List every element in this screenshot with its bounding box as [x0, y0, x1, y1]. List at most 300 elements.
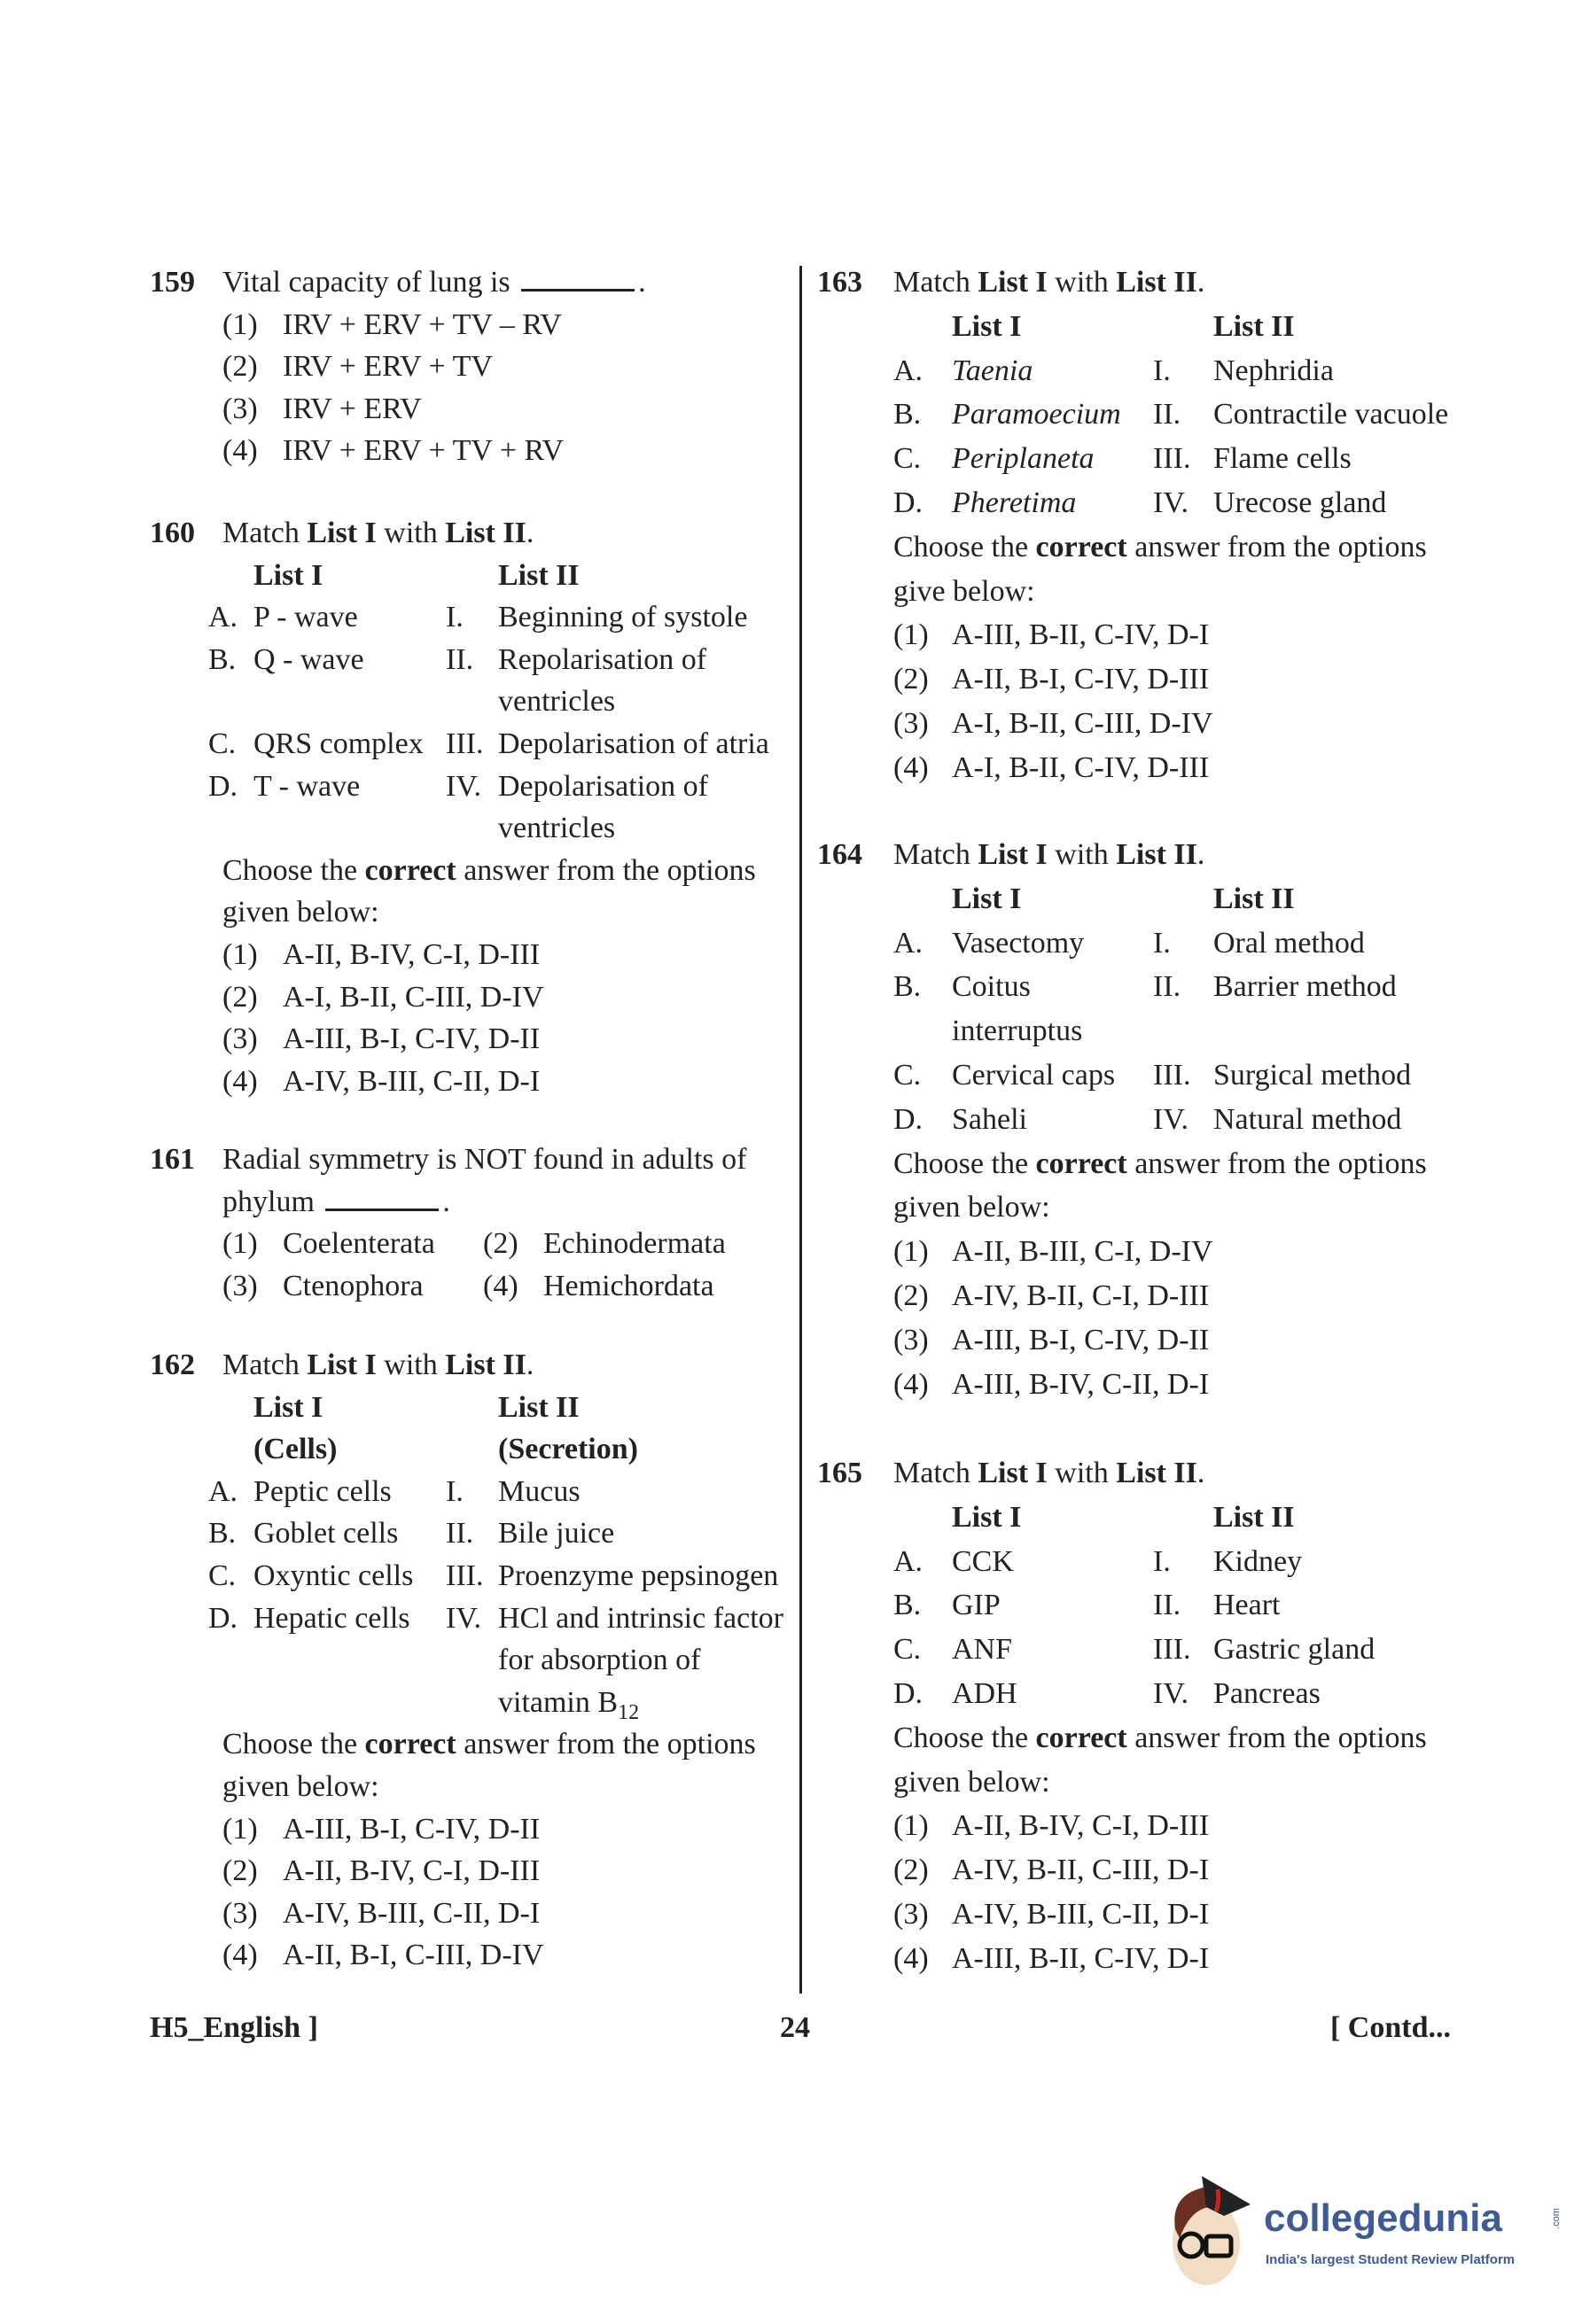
option-text[interactable]: A-III, B-I, C-IV, D-II — [283, 1022, 541, 1056]
option-text[interactable]: A-IV, B-II, C-I, D-III — [952, 1279, 1210, 1312]
choose-instruction-continued: given below: — [222, 896, 379, 929]
line — [817, 1053, 1473, 1098]
text-segment: Choose the — [222, 1728, 365, 1761]
list-ii-item — [498, 1555, 778, 1597]
option-label[interactable]: (1) — [222, 1812, 258, 1846]
line — [150, 1850, 788, 1893]
line — [817, 702, 1473, 746]
match-roman: III. — [446, 727, 484, 760]
list-i-item: Paramoecium — [952, 398, 1121, 431]
match-roman: I. — [1153, 354, 1171, 387]
option-label[interactable]: (4) — [483, 1269, 518, 1302]
option-text[interactable]: A-II, B-I, C-III, D-IV — [283, 1939, 544, 1972]
bold-text: List I — [978, 1457, 1048, 1489]
option-label[interactable]: (3) — [222, 392, 258, 425]
option-label[interactable]: (3) — [893, 706, 929, 740]
list-i-item: ANF — [952, 1633, 1013, 1667]
line — [150, 1265, 788, 1308]
footer-continued: [ Contd... — [1329, 2011, 1451, 2044]
line — [817, 833, 1473, 877]
option-text[interactable]: Coelenterata — [283, 1227, 435, 1261]
text-segment: phylum — [222, 1185, 323, 1218]
line — [150, 388, 788, 431]
line — [150, 1766, 788, 1808]
bold-text: List II — [1116, 838, 1197, 871]
bold-text: List I — [978, 266, 1048, 299]
footer-page-number: 24 — [780, 2011, 810, 2044]
choose-instruction — [222, 850, 756, 892]
list-ii-text: Oral method — [1213, 926, 1365, 960]
list-i-item: Saheli — [952, 1102, 1027, 1136]
option-label[interactable]: (2) — [222, 350, 258, 384]
line — [817, 349, 1473, 393]
list-i-item: Q - wave — [253, 642, 364, 676]
choose-instruction-continued: given below: — [893, 1191, 1050, 1224]
bold-text: List I — [978, 838, 1048, 871]
option-text[interactable]: Hemichordata — [543, 1269, 714, 1302]
list-ii-item — [1213, 1672, 1321, 1716]
match-roman: IV. — [446, 769, 481, 803]
line — [150, 891, 788, 934]
text-segment: Match — [893, 838, 978, 871]
list-ii-text: Urecose gland — [1213, 486, 1387, 519]
option-text[interactable]: IRV + ERV + TV – RV — [283, 307, 562, 341]
list-ii-item — [1213, 437, 1352, 481]
line — [150, 1723, 788, 1766]
list-i-header: List I — [253, 1390, 323, 1424]
text-segment: answer from the options — [1126, 1146, 1427, 1180]
option-text[interactable]: A-II, B-III, C-I, D-IV — [952, 1235, 1213, 1269]
option-text[interactable]: A-I, B-II, C-III, D-IV — [952, 706, 1213, 740]
list-i-item: CCK — [952, 1544, 1014, 1578]
question-159 — [150, 261, 788, 472]
bold-text: correct — [1035, 530, 1127, 564]
line — [817, 1672, 1473, 1716]
option-label[interactable]: (1) — [893, 1235, 929, 1269]
student-mascot-icon — [1157, 2167, 1255, 2291]
list-ii-header: List II — [498, 1390, 580, 1424]
line — [150, 1061, 788, 1103]
option-text[interactable]: A-II, B-I, C-IV, D-III — [952, 663, 1210, 696]
list-ii-text: Nephridia — [1213, 354, 1334, 387]
option-text[interactable]: Ctenophora — [283, 1269, 424, 1302]
list-ii-item — [1213, 1098, 1401, 1142]
option-text[interactable]: IRV + ERV + TV + RV — [283, 434, 565, 468]
match-roman: III. — [1153, 1058, 1191, 1092]
question-number: 160 — [150, 517, 195, 549]
option-label[interactable]: (1) — [222, 307, 258, 341]
option-label[interactable]: (4) — [222, 1064, 258, 1098]
line — [817, 437, 1473, 481]
match-roman: III. — [1153, 442, 1191, 476]
line — [150, 346, 788, 388]
match-letter: A. — [208, 601, 238, 634]
option-text[interactable]: A-II, B-IV, C-I, D-III — [283, 1854, 541, 1888]
option-text[interactable]: A-III, B-IV, C-II, D-I — [952, 1367, 1210, 1401]
option-label[interactable]: (1) — [222, 1227, 258, 1261]
question-number: 163 — [817, 266, 862, 299]
match-roman: I. — [446, 601, 464, 634]
text-segment: Radial symmetry is NOT found in adults of — [222, 1143, 747, 1176]
line — [817, 877, 1473, 921]
bold-text: List I — [307, 1349, 377, 1381]
list-ii-item — [1213, 921, 1365, 966]
list-ii-text: Mucus — [498, 1474, 581, 1508]
line — [150, 1808, 788, 1851]
line — [817, 1496, 1473, 1540]
list-ii-text: Flame cells — [1213, 442, 1352, 476]
line — [150, 261, 788, 304]
line — [817, 393, 1473, 437]
line — [150, 1934, 788, 1977]
line — [817, 1318, 1473, 1363]
match-letter: A. — [893, 1544, 923, 1578]
text-segment: Choose the — [893, 1721, 1036, 1754]
list-i-item: T - wave — [253, 769, 361, 803]
match-letter: B. — [893, 398, 922, 431]
list-i-item: Oxyntic cells — [253, 1558, 414, 1592]
match-letter: C. — [893, 442, 922, 476]
bold-text: List II — [1116, 1457, 1197, 1489]
list-ii-text: Pancreas — [1213, 1676, 1321, 1710]
line — [817, 965, 1473, 1053]
text-segment: . — [526, 1349, 534, 1381]
list-i-item: GIP — [952, 1589, 1001, 1622]
match-letter: B. — [208, 642, 237, 676]
list-ii-item — [498, 639, 706, 723]
line — [150, 976, 788, 1019]
match-letter: B. — [893, 1589, 922, 1622]
match-letter: D. — [893, 1676, 923, 1710]
line — [150, 934, 788, 976]
option-label[interactable]: (2) — [483, 1227, 518, 1261]
match-roman: III. — [446, 1558, 484, 1592]
list-ii-text: Surgical method — [1213, 1058, 1412, 1092]
question-stem-continued — [222, 1181, 450, 1224]
list-ii-text: Beginning of systole — [498, 601, 748, 634]
text-segment: answer from the options — [1126, 530, 1427, 564]
line — [150, 430, 788, 472]
option-label[interactable]: (1) — [893, 618, 929, 652]
option-label[interactable]: (2) — [893, 1279, 929, 1312]
question-stem — [893, 1451, 1204, 1496]
text-segment: . — [1196, 1457, 1205, 1489]
choose-instruction — [222, 1723, 756, 1766]
match-roman: IV. — [1153, 1676, 1188, 1710]
bold-text: correct — [1035, 1146, 1127, 1180]
option-text[interactable]: A-I, B-II, C-III, D-IV — [283, 980, 544, 1014]
list-i-header: List I — [952, 309, 1022, 343]
line — [817, 746, 1473, 790]
list-ii-header: List II — [498, 558, 580, 592]
option-text[interactable]: A-II, B-IV, C-I, D-III — [283, 937, 541, 971]
list-i-item: ADH — [952, 1676, 1017, 1710]
option-text[interactable]: IRV + ERV + TV — [283, 350, 493, 384]
option-text[interactable]: A-III, B-II, C-IV, D-I — [952, 618, 1210, 652]
list-i-header: List I — [952, 1500, 1022, 1534]
line — [150, 850, 788, 892]
list-i-item: Pheretima — [952, 486, 1077, 519]
list-ii-item — [1213, 393, 1448, 437]
list-ii-item — [1213, 965, 1397, 1009]
option-label[interactable]: (4) — [893, 1367, 929, 1401]
question-stem — [222, 261, 646, 304]
list-ii-item — [1213, 349, 1334, 393]
option-text[interactable]: A-III, B-I, C-IV, D-II — [283, 1812, 541, 1846]
line — [817, 1893, 1473, 1937]
line — [150, 766, 788, 850]
text-segment: . — [442, 1185, 450, 1218]
line — [150, 1893, 788, 1935]
match-letter: D. — [893, 486, 923, 519]
list-ii-header: List II — [1213, 309, 1295, 343]
question-164 — [817, 833, 1473, 1406]
text-segment: with — [376, 517, 446, 549]
text-segment: Match — [893, 1457, 978, 1489]
line — [817, 1540, 1473, 1584]
text-segment: . — [1196, 266, 1205, 299]
option-text[interactable]: A-I, B-II, C-IV, D-III — [952, 750, 1210, 784]
option-text[interactable]: A-III, B-II, C-IV, D-I — [952, 1941, 1210, 1975]
question-stem — [893, 833, 1204, 877]
list-ii-item — [1213, 481, 1386, 525]
line — [150, 1139, 788, 1181]
line — [817, 305, 1473, 349]
option-text[interactable]: Echinodermata — [543, 1227, 726, 1261]
match-roman: III. — [1153, 1633, 1191, 1667]
list-ii-item — [498, 1512, 614, 1555]
match-roman: II. — [446, 1517, 474, 1551]
line — [150, 1471, 788, 1513]
option-label[interactable]: (2) — [893, 663, 929, 696]
option-text[interactable]: A-IV, B-III, C-II, D-I — [283, 1064, 541, 1098]
match-roman: II. — [1153, 398, 1181, 431]
list-i-item: Coitus interruptus — [952, 970, 1083, 1048]
match-letter: B. — [208, 1517, 237, 1551]
question-number: 165 — [817, 1457, 862, 1489]
list-ii-item — [1213, 1053, 1411, 1098]
question-162 — [150, 1344, 788, 1977]
line — [150, 1181, 788, 1224]
text-segment: Match — [893, 266, 978, 299]
choose-instruction-continued: given below: — [893, 1765, 1050, 1799]
line — [150, 1223, 788, 1265]
line — [817, 570, 1473, 614]
option-label[interactable]: (2) — [222, 980, 258, 1014]
match-roman: II. — [1153, 970, 1181, 1004]
bold-text: correct — [364, 1728, 456, 1761]
logo-brand: collegedunia — [1264, 2196, 1502, 2240]
text-segment: . — [638, 266, 646, 299]
match-letter: C. — [893, 1633, 922, 1667]
line — [150, 1597, 788, 1724]
match-letter: D. — [208, 1601, 238, 1635]
line — [150, 1428, 788, 1471]
list-i-item: QRS complex — [253, 727, 424, 760]
option-text[interactable]: A-III, B-I, C-IV, D-II — [952, 1323, 1210, 1356]
list-ii-text: Bile juice — [498, 1517, 615, 1551]
list-i-item: Periplaneta — [952, 442, 1095, 476]
text-segment: with — [1047, 266, 1117, 299]
line — [150, 1512, 788, 1555]
list-ii-text: Natural method — [1213, 1102, 1402, 1136]
list-ii-text: Contractile vacuole — [1213, 398, 1449, 431]
match-roman: IV. — [1153, 486, 1188, 519]
list-ii-item — [1213, 1583, 1281, 1628]
question-163 — [817, 260, 1473, 790]
line — [817, 1716, 1473, 1760]
option-label[interactable]: (4) — [893, 750, 929, 784]
list-i-item: Hepatic cells — [253, 1601, 410, 1635]
question-165 — [817, 1451, 1473, 1981]
text-segment: answer from the options — [456, 853, 756, 887]
question-160 — [150, 512, 788, 1102]
line — [817, 613, 1473, 657]
line — [150, 555, 788, 597]
option-label[interactable]: (4) — [222, 434, 258, 468]
list-ii-item — [498, 1471, 581, 1513]
match-letter: B. — [893, 970, 922, 1004]
match-roman: II. — [1153, 1589, 1181, 1622]
answer-blank — [325, 1189, 439, 1211]
bold-text: List I — [307, 517, 377, 549]
match-roman: IV. — [446, 1601, 481, 1635]
option-text[interactable]: A-IV, B-II, C-III, D-I — [952, 1854, 1210, 1887]
line — [817, 657, 1473, 702]
question-number: 162 — [150, 1349, 195, 1381]
question-stem — [222, 1344, 534, 1387]
line — [150, 723, 788, 766]
line — [150, 596, 788, 639]
match-letter: D. — [893, 1102, 923, 1136]
text-segment: Match — [222, 517, 308, 549]
bold-text: correct — [364, 853, 456, 887]
list-i-header: (Cells) — [253, 1433, 338, 1466]
text-segment: answer from the options — [456, 1728, 756, 1761]
line — [817, 1185, 1473, 1230]
list-ii-text: Repolarisation of ventricles — [498, 642, 707, 719]
line — [817, 1230, 1473, 1274]
question-stem — [222, 512, 534, 555]
list-ii-text: Depolarisation of ventricles — [498, 769, 708, 845]
option-label[interactable]: (3) — [222, 1269, 258, 1302]
list-ii-text: Heart — [1213, 1589, 1281, 1622]
option-label[interactable]: (3) — [893, 1897, 929, 1931]
text-segment: . — [1196, 838, 1205, 871]
option-label[interactable]: (4) — [222, 1939, 258, 1972]
list-ii-header: List II — [1213, 882, 1295, 915]
choose-instruction — [893, 1716, 1427, 1760]
list-ii-text: Gastric gland — [1213, 1633, 1375, 1667]
list-ii-text: Depolarisation of atria — [498, 727, 769, 760]
line — [150, 1018, 788, 1061]
option-label[interactable]: (1) — [893, 1809, 929, 1843]
option-text[interactable]: A-IV, B-III, C-II, D-I — [283, 1896, 541, 1930]
line — [817, 1583, 1473, 1628]
question-number: 159 — [150, 266, 195, 299]
line — [817, 1098, 1473, 1142]
bold-text: correct — [1035, 1721, 1127, 1754]
text-segment: Choose the — [893, 1146, 1036, 1180]
option-text[interactable]: A-II, B-IV, C-I, D-III — [952, 1809, 1210, 1843]
line — [817, 1274, 1473, 1318]
line — [817, 1628, 1473, 1672]
footer-paper-code: H5_English ] — [150, 2011, 318, 2044]
match-roman: I. — [446, 1474, 464, 1508]
line — [150, 512, 788, 555]
list-ii-item — [498, 766, 708, 850]
line — [150, 639, 788, 723]
list-i-item: Vasectomy — [952, 926, 1085, 960]
line — [817, 1760, 1473, 1805]
question-stem — [222, 1139, 746, 1181]
option-label[interactable]: (1) — [222, 937, 258, 971]
text-segment: Match — [222, 1349, 308, 1381]
line — [150, 1555, 788, 1597]
list-i-item: Taenia — [952, 354, 1033, 387]
list-ii-item — [498, 596, 747, 639]
option-label[interactable]: (3) — [893, 1323, 929, 1356]
line — [150, 1387, 788, 1429]
list-ii-text: Proenzyme pepsinogen — [498, 1558, 779, 1592]
option-label[interactable]: (2) — [893, 1854, 929, 1887]
line — [817, 1848, 1473, 1893]
option-label[interactable]: (3) — [222, 1896, 258, 1930]
match-roman: I. — [1153, 1544, 1171, 1578]
question-stem — [893, 260, 1204, 305]
match-letter: C. — [208, 727, 237, 760]
line — [150, 1344, 788, 1387]
list-i-item: Peptic cells — [253, 1474, 392, 1508]
list-i-item: Cervical caps — [952, 1058, 1116, 1092]
choose-instruction-continued: given below: — [222, 1769, 379, 1803]
match-letter: A. — [208, 1474, 238, 1508]
option-text[interactable]: A-IV, B-III, C-II, D-I — [952, 1897, 1210, 1931]
option-text[interactable]: IRV + ERV — [283, 392, 422, 425]
line — [817, 525, 1473, 570]
line — [817, 481, 1473, 525]
line — [817, 260, 1473, 305]
option-label[interactable]: (2) — [222, 1854, 258, 1888]
text-segment: with — [1047, 838, 1117, 871]
list-ii-item — [498, 1597, 783, 1724]
line — [817, 1937, 1473, 1981]
list-ii-text: Barrier method — [1213, 970, 1397, 1004]
match-letter: A. — [893, 926, 923, 960]
option-label[interactable]: (4) — [893, 1941, 929, 1975]
list-ii-item — [1213, 1540, 1302, 1584]
match-roman: IV. — [1153, 1102, 1188, 1136]
logo-tagline: India's largest Student Review Platform — [1266, 2252, 1516, 2267]
list-i-header: List I — [952, 882, 1022, 915]
line — [817, 1804, 1473, 1848]
match-letter: C. — [893, 1058, 922, 1092]
choose-instruction — [893, 1142, 1427, 1186]
line — [150, 304, 788, 346]
answer-blank — [521, 269, 635, 291]
list-i-item: P - wave — [253, 601, 358, 634]
option-label[interactable]: (3) — [222, 1022, 258, 1056]
list-i-header: List I — [253, 558, 323, 592]
text-segment: Choose the — [893, 530, 1036, 564]
choose-instruction-continued: give below: — [893, 574, 1035, 608]
match-letter: A. — [893, 354, 923, 387]
text-segment: Vital capacity of lung is — [222, 266, 518, 299]
column-divider — [799, 266, 802, 1994]
list-ii-item — [1213, 1628, 1375, 1672]
match-letter: C. — [208, 1558, 237, 1592]
subscript: 12 — [618, 1700, 640, 1724]
